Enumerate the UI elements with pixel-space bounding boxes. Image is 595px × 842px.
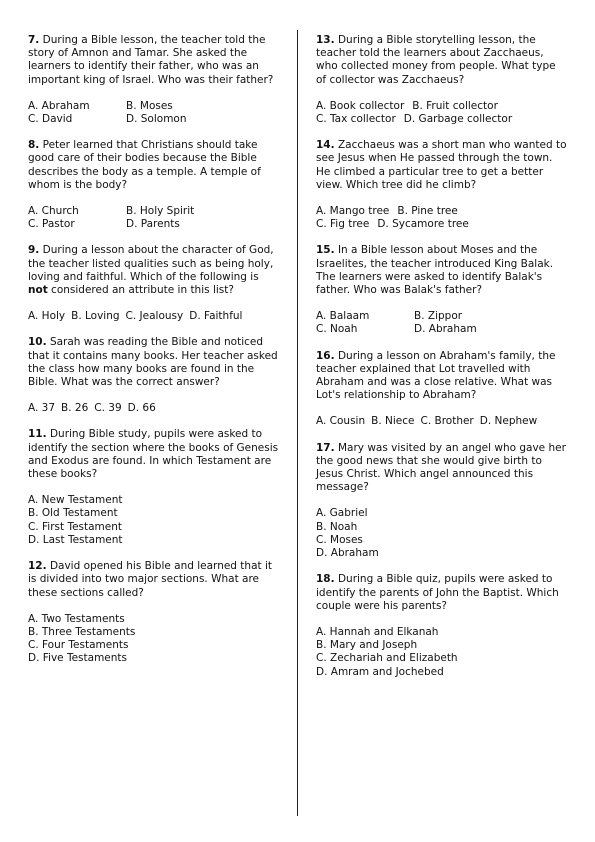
options-pairs xyxy=(316,100,568,126)
question-stem: Zacchaeus was a short man who wanted to see Jesus when He passed through the town. He climbed a particular tree to get a better view. Which tree did he climb? xyxy=(316,139,567,191)
options-list xyxy=(316,507,568,560)
answer-option: B. Old Testament xyxy=(28,507,118,520)
options-row xyxy=(316,205,568,218)
question-block xyxy=(316,350,568,429)
question-text xyxy=(316,139,568,192)
answer-option: C. Noah xyxy=(316,323,358,336)
question-text xyxy=(316,573,568,613)
question-text xyxy=(28,139,280,192)
options-inline xyxy=(28,310,280,323)
answer-option: C. Brother xyxy=(420,415,474,428)
question-text xyxy=(316,442,568,495)
spacer xyxy=(28,192,280,205)
options-grid xyxy=(316,310,568,336)
spacer xyxy=(28,87,280,100)
question-stem: During a Bible storytelling lesson, the teacher told the learners about Zacchaeus, who collected money from people. What type of collector was Zacchaeus? xyxy=(316,34,556,86)
spacer xyxy=(316,192,568,205)
answer-option: C. Moses xyxy=(316,533,363,546)
options-list xyxy=(28,494,280,547)
answer-option: A. Holy xyxy=(28,310,66,323)
answer-option: A. Abraham xyxy=(28,99,90,112)
answer-option: A. Mango tree xyxy=(316,205,390,218)
answer-option: D. Garbage collector xyxy=(403,113,513,126)
question-emphasis: not xyxy=(28,284,48,297)
answer-option: A. Cousin xyxy=(316,415,366,428)
question-number: 7. xyxy=(28,34,40,46)
question-block xyxy=(28,34,280,126)
answer-option: A. 37 xyxy=(28,402,56,415)
question-block xyxy=(316,139,568,231)
question-text xyxy=(28,34,280,87)
spacer xyxy=(316,402,568,415)
answer-option: B. Three Testaments xyxy=(28,625,136,638)
question-stem: Mary was visited by an angel who gave her the good news that she would give birth to Jesus Christ. Which angel announced this message? xyxy=(316,441,566,494)
answer-option: D. Parents xyxy=(126,218,180,231)
question-number: 17. xyxy=(316,441,335,454)
options-row xyxy=(316,113,568,126)
question-text xyxy=(28,560,280,600)
question-stem-end: considered an attribute in this list? xyxy=(47,284,234,297)
question-block xyxy=(28,139,280,231)
options-grid xyxy=(28,100,280,126)
right-column xyxy=(316,34,568,692)
question-text xyxy=(28,428,280,481)
question-block xyxy=(28,244,280,323)
column-divider xyxy=(297,30,298,816)
options-inline xyxy=(28,402,280,415)
question-block xyxy=(28,336,280,415)
answer-option: A. New Testament xyxy=(28,494,123,507)
answer-option: B. Moses xyxy=(126,99,173,112)
answer-option: D. Amram and Jochebed xyxy=(316,665,444,678)
answer-option: A. Two Testaments xyxy=(28,612,125,625)
question-block xyxy=(316,244,568,336)
answer-option: A. Hannah and Elkanah xyxy=(316,625,439,638)
question-block xyxy=(28,560,280,665)
answer-option: D. 66 xyxy=(127,402,156,415)
answer-option: C. Tax collector xyxy=(316,113,396,126)
question-number: 13. xyxy=(316,34,335,46)
question-stem: During Bible study, pupils were asked to identify the section where the books of Genesis and Exodus are found. In which Testament are these books? xyxy=(28,428,279,481)
answer-option: B. 26 xyxy=(61,402,89,415)
answer-option: A. Church xyxy=(28,205,79,218)
answer-option: B. Mary and Joseph xyxy=(316,639,418,652)
spacer xyxy=(28,297,280,310)
question-text xyxy=(316,34,568,87)
answer-option: D. Sycamore tree xyxy=(377,218,469,231)
spacer xyxy=(316,613,568,626)
answer-option: B. Pine tree xyxy=(397,205,458,218)
question-number: 11. xyxy=(28,428,47,441)
answer-option: D. Solomon xyxy=(126,113,187,126)
spacer xyxy=(316,297,568,310)
question-stem: Peter learned that Christians should take good care of their bodies because the Bible describes the body as a temple. A temple of whom is the body? xyxy=(28,139,261,191)
answer-option: B. Noah xyxy=(316,520,358,533)
question-block xyxy=(316,34,568,126)
answer-option: B. Niece xyxy=(371,415,415,428)
question-text xyxy=(28,336,280,389)
answer-option: B. Zippor xyxy=(414,310,463,323)
question-stem: During a lesson on Abraham's family, the teacher explained that Lot travelled with Abraham and was a close relative. What was Lot's relationship to Abraham? xyxy=(316,349,556,402)
question-text xyxy=(316,350,568,403)
options-list xyxy=(28,613,280,666)
answer-option: D. Abraham xyxy=(414,323,477,336)
question-text xyxy=(316,244,568,297)
question-number: 9. xyxy=(28,244,40,257)
question-stem: Sarah was reading the Bible and noticed that it contains many books. Her teacher asked the class how many books are found in the Bible. What was the correct answer? xyxy=(28,336,278,389)
answer-option: B. Holy Spirit xyxy=(126,205,195,218)
answer-option: A. Balaam xyxy=(316,310,370,323)
answer-option: A. Gabriel xyxy=(316,507,368,520)
answer-option: D. Faithful xyxy=(189,310,243,323)
question-block xyxy=(316,573,568,678)
answer-option: D. Five Testaments xyxy=(28,652,128,665)
question-stem: In a Bible lesson about Moses and the Israelites, the teacher introduced King Balak. The learners were asked to identify Balak's father. Who was Balak's father? xyxy=(316,244,554,297)
spacer xyxy=(28,600,280,613)
options-pairs xyxy=(316,205,568,231)
answer-option: B. Fruit collector xyxy=(412,99,498,112)
answer-option: D. Last Testament xyxy=(28,533,123,546)
answer-option: C. First Testament xyxy=(28,520,123,533)
question-stem: During a Bible lesson, the teacher told the story of Amnon and Tamar. She asked the learners to identify their father, who was an important king of Israel. Who was their father? xyxy=(28,34,274,86)
spacer xyxy=(28,389,280,402)
question-stem: During a lesson about the character of God, the teacher listed qualities such as being holy, loving and faithful. Which of the following is xyxy=(28,244,274,283)
answer-option: C. Pastor xyxy=(28,218,75,231)
answer-option: C. Four Testaments xyxy=(28,639,129,652)
question-number: 15. xyxy=(316,244,335,257)
answer-option: C. Fig tree xyxy=(316,218,370,231)
question-number: 14. xyxy=(316,139,335,152)
options-row xyxy=(316,100,568,113)
question-number: 8. xyxy=(28,139,40,152)
options-row xyxy=(316,218,568,231)
options-grid xyxy=(28,205,280,231)
answer-option: C. 39 xyxy=(94,402,122,415)
options-inline xyxy=(316,415,568,428)
answer-option: B. Loving xyxy=(71,310,120,323)
spacer xyxy=(316,494,568,507)
answer-option: C. Zechariah and Elizabeth xyxy=(316,652,458,665)
question-stem: David opened his Bible and learned that it is divided into two major sections. What are these sections called? xyxy=(28,560,273,599)
options-list xyxy=(316,626,568,679)
question-number: 10. xyxy=(28,336,47,349)
answer-option: D. Abraham xyxy=(316,547,379,560)
question-text xyxy=(28,244,280,297)
question-number: 18. xyxy=(316,573,335,586)
question-stem: During a Bible quiz, pupils were asked to identify the parents of John the Baptist. Which couple were his parents? xyxy=(316,573,559,612)
question-number: 12. xyxy=(28,560,47,573)
answer-option: C. Jealousy xyxy=(125,310,184,323)
question-number: 16. xyxy=(316,349,335,362)
question-block xyxy=(28,428,280,547)
answer-option: D. Nephew xyxy=(479,415,538,428)
answer-option: A. Book collector xyxy=(316,99,405,112)
spacer xyxy=(316,87,568,100)
question-block xyxy=(316,442,568,561)
spacer xyxy=(28,481,280,494)
answer-option: C. David xyxy=(28,113,73,126)
left-column xyxy=(28,34,280,679)
